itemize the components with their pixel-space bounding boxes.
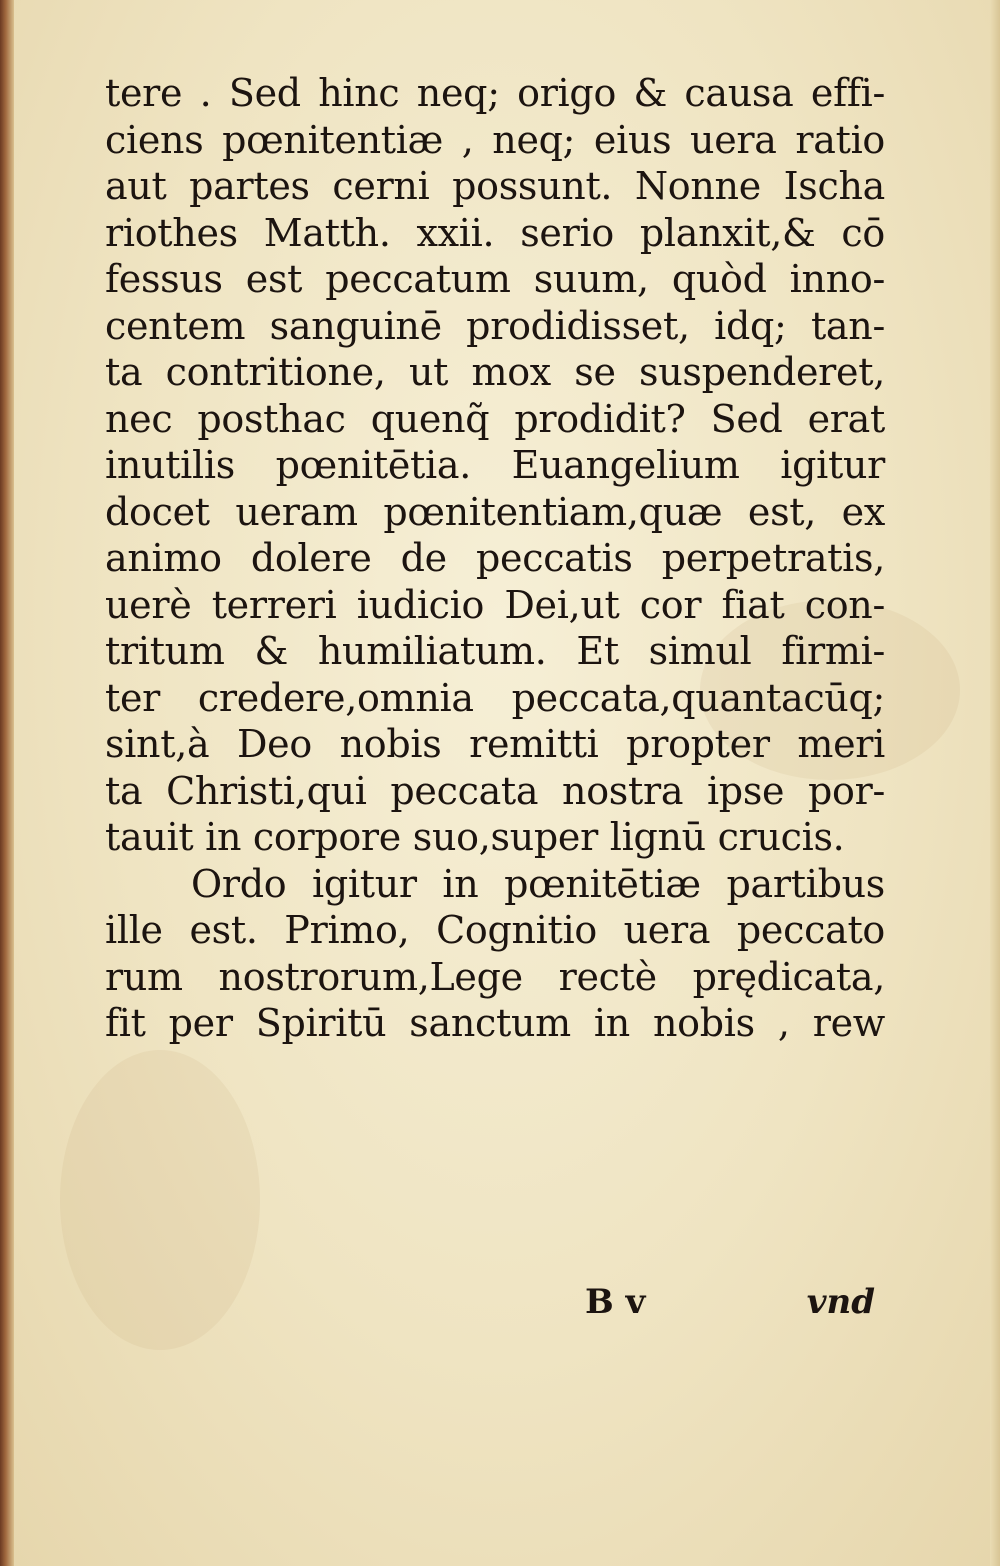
text-line: ter credere,omnia peccata,quantacūq; (105, 675, 885, 720)
text-line: tauit in corpore suo,super lignū crucis. (105, 815, 845, 859)
page-binding-edge (0, 0, 14, 1566)
catchword: vnd (806, 1282, 875, 1322)
text-line: fit per Spiritū sanctum in nobis , rew (105, 1001, 885, 1045)
text-line: sint,à Deo nobis remitti propter meri (105, 722, 885, 766)
text-line: ta Christi,qui peccata nostra ipse por- (105, 768, 885, 813)
text-line: nec posthac quenq̃ prodidit? Sed erat (105, 396, 885, 441)
text-line: inutilis pœnitētia. Euangelium igitur (105, 443, 885, 487)
page-footer (105, 1282, 885, 1328)
text-line: tere . Sed hinc neq; origo & causa effi- (105, 71, 885, 115)
paragraph-start-line: Ordo igitur in pœnitētiæ partibus (191, 861, 885, 906)
text-line: riothes Matth. xxii. serio planxit,& cō (105, 210, 885, 255)
text-line: ille est. Primo, Cognitio uera peccato (105, 908, 885, 952)
text-line: rum nostrorum,Lege rectè prędicata, (105, 954, 885, 999)
text-line: fessus est peccatum suum, quòd inno- (105, 257, 885, 301)
text-line: ciens pœnitentiæ , neq; eius uera ratio (105, 117, 885, 162)
signature-mark: B v (585, 1282, 646, 1322)
text-line: centem sanguinē prodidisset, idq; tan- (105, 303, 885, 348)
page-right-edge (990, 0, 1000, 1566)
text-line: docet ueram pœnitentiam,quæ est, ex (105, 489, 885, 534)
text-line: tritum & humiliatum. Et simul firmi- (105, 629, 885, 673)
text-line: uerè terreri iudicio Dei,ut cor fiat con- (105, 582, 885, 627)
body-text (105, 70, 885, 1047)
text-line: animo dolere de peccatis perpetratis, (105, 536, 885, 580)
text-line: ta contritione, ut mox se suspenderet, (105, 350, 885, 394)
text-line: aut partes cerni possunt. Nonne Ischa (105, 164, 885, 208)
